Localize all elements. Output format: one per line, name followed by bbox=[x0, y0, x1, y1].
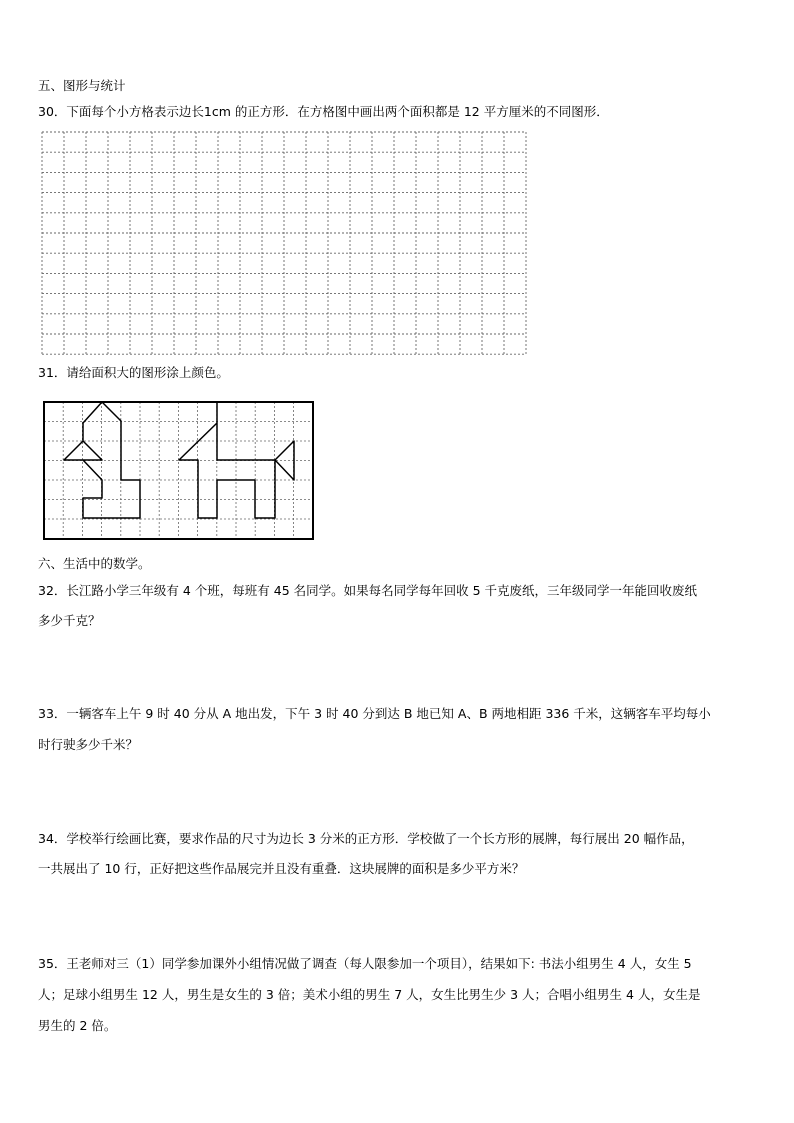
question-32-line2: 多少千克？ bbox=[38, 613, 101, 628]
section-six-heading: 六、生活中的数学。 bbox=[38, 556, 151, 571]
left-shape[interactable] bbox=[64, 402, 140, 518]
question-35-line3: 男生的 2 倍。 bbox=[38, 1018, 117, 1033]
question-32-line1: 32．长江路小学三年级有 4 个班，每班有 45 名同学。如果每名同学每年回收 5 千克废纸，三年级同学一年能回收废纸 bbox=[38, 583, 698, 598]
question-34-line1: 34．学校举行绘画比赛，要求作品的尺寸为边长 3 分米的正方形．学校做了一个长方形的展牌，每行展出 20 幅作品， bbox=[38, 831, 694, 846]
question-35-line1: 35．王老师对三（1）同学参加课外小组情况做了调查（每人限参加一个项目），结果如下: 书法小组男生 4 人，女生 5 bbox=[38, 956, 692, 971]
question-33-line1: 33．一辆客车上午 9 时 40 分从 A 地出发，下午 3 时 40 分到达 B 地已知 A、B 两地相距 336 千米，这辆客车平均每小 bbox=[38, 706, 711, 721]
q30-drawing-grid[interactable] bbox=[40, 130, 530, 356]
section-five-heading: 五、图形与统计 bbox=[38, 78, 126, 93]
question-33-line2: 时行驶多少千米？ bbox=[38, 737, 139, 752]
question-35-line2: 人；足球小组男生 12 人，男生是女生的 3 倍；美术小组的男生 7 人，女生比男生少 3 人；合唱小组男生 4 人，女生是 bbox=[38, 987, 701, 1002]
right-shape[interactable] bbox=[179, 402, 294, 518]
q31-figure-grid bbox=[42, 400, 316, 542]
question-30: 30．下面每个小方格表示边长1cm 的正方形．在方格图中画出两个面积都是 12 平方厘米的不同图形． bbox=[38, 104, 609, 119]
question-31: 31．请给面积大的图形涂上颜色。 bbox=[38, 365, 229, 380]
question-34-line2: 一共展出了 10 行，正好把这些作品展完并且没有重叠．这块展牌的面积是多少平方米？ bbox=[38, 861, 525, 876]
